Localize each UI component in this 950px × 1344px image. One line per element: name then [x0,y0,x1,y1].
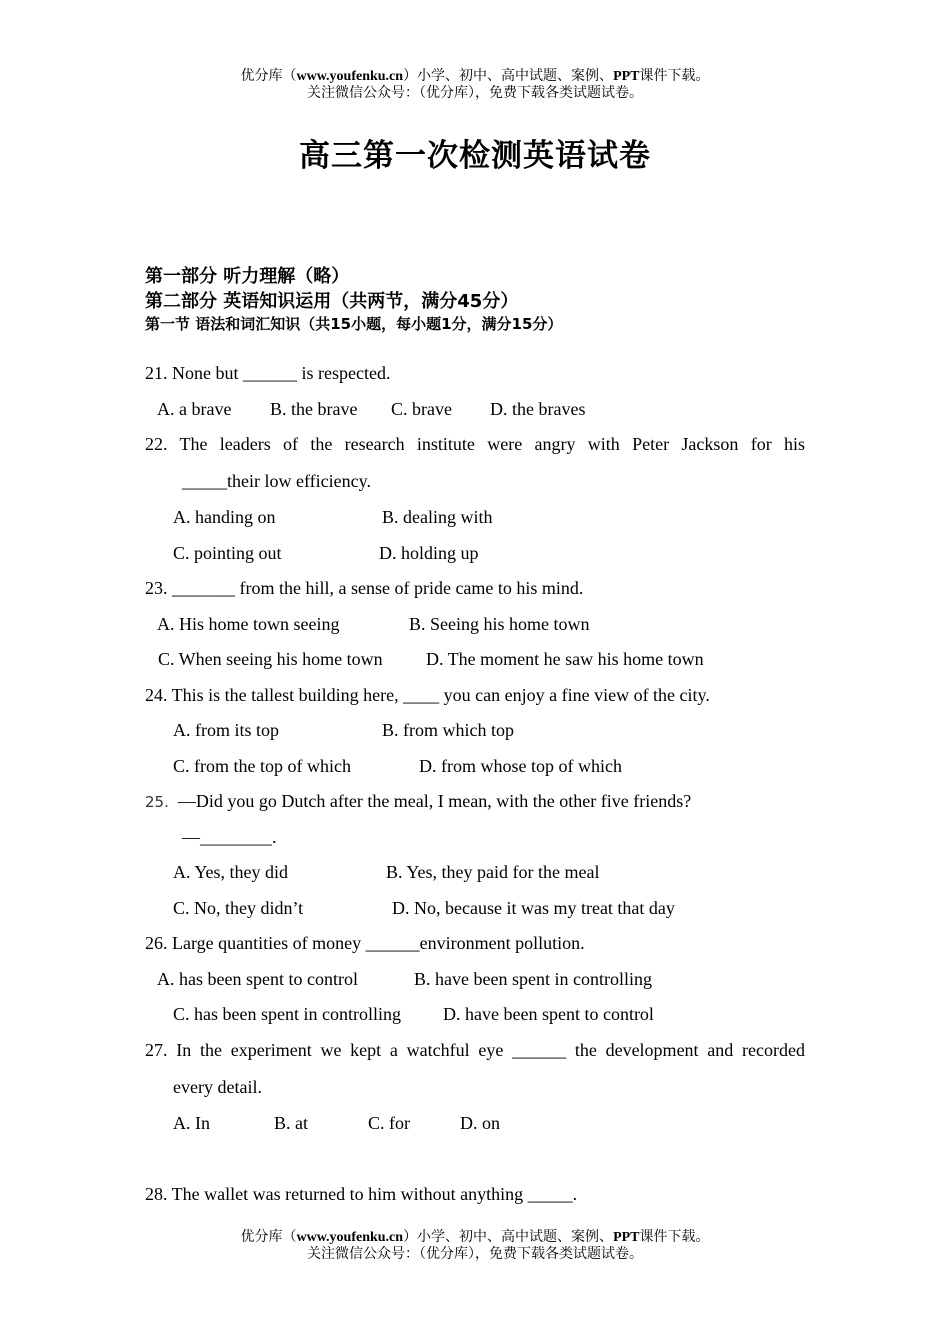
question-25-option-a[interactable]: A. Yes, they did [173,862,289,882]
question-23-option-a[interactable]: A. His home town seeing [157,614,340,634]
question-25-stem-line-1 [145,790,691,813]
question-21-option-c[interactable]: C. brave [391,399,452,419]
section-1-heading: 第一节 语法和词汇知识（共15小题，每小题1分，满分15分） [145,315,563,333]
question-27-stem-line-2: every detail. [173,1077,262,1097]
header-text: 优分库（ [240,69,297,84]
question-24-option-c[interactable]: C. from the top of which [173,756,351,776]
question-25-stem-line-2: —________. [182,827,277,847]
question-27-option-d[interactable]: D. on [460,1113,500,1133]
question-22-option-d[interactable]: D. holding up [379,543,479,563]
question-22-option-b[interactable]: B. dealing with [382,507,493,527]
question-22-option-c[interactable]: C. pointing out [173,543,282,563]
footer-text: 课件下载。 [639,1230,710,1245]
question-25-option-b[interactable]: B. Yes, they paid for the meal [386,862,600,882]
header-site-link[interactable]: www.youfenku.cn [296,69,404,84]
question-21-option-b[interactable]: B. the brave [270,399,358,419]
question-24-option-d[interactable]: D. from whose top of which [419,756,622,776]
header-ppt: PPT [613,69,640,84]
footer-line-2: 关注微信公众号：（优分库），免费下载各类试题试卷。 [307,1247,643,1262]
footer-site-link[interactable]: www.youfenku.cn [296,1230,404,1245]
section-part-1: 第一部分 听力理解（略） [145,266,350,287]
footer-ppt: PPT [613,1230,640,1245]
footer-text: ）小学、初中、高中试题、案例、 [403,1230,614,1245]
header-line-2: 关注微信公众号：（优分库），免费下载各类试题试卷。 [307,86,643,101]
question-26-option-d[interactable]: D. have been spent to control [443,1004,654,1024]
header-text: ）小学、初中、高中试题、案例、 [403,69,614,84]
footer-text: 优分库（ [240,1230,297,1245]
question-21-option-d[interactable]: D. the braves [490,399,586,419]
question-24-option-b[interactable]: B. from which top [382,720,514,740]
question-22-stem-line-2: _____their low efficiency. [182,471,371,491]
question-28-stem: 28. The wallet was returned to him without anything _____. [145,1184,578,1204]
question-27-option-a[interactable]: A. In [173,1113,210,1133]
question-23-option-b[interactable]: B. Seeing his home town [409,614,590,634]
section-part-2: 第二部分 英语知识运用（共两节，满分45分） [145,291,519,312]
question-25-stem-text: —Did you go Dutch after the meal, I mean, with the other five friends? [177,791,692,811]
page-footer [0,1229,950,1263]
question-27-option-c[interactable]: C. for [368,1113,410,1133]
question-23-option-c[interactable]: C. When seeing his home town [158,649,383,669]
question-22-stem-line-1: 22. The leaders of the research institute were angry with Peter Jackson for his [145,434,805,454]
question-24-option-a[interactable]: A. from its top [173,720,279,740]
page-title: 高三第一次检测英语试卷 [299,138,651,174]
question-25-option-d[interactable]: D. No, because it was my treat that day [392,898,675,918]
question-22-option-a[interactable]: A. handing on [173,507,276,527]
question-25-option-c[interactable]: C. No, they didn’t [173,898,304,918]
question-26-option-a[interactable]: A. has been spent to control [157,969,358,989]
question-23-option-d[interactable]: D. The moment he saw his home town [426,649,704,669]
header-line-1 [0,68,950,85]
question-26-option-c[interactable]: C. has been spent in controlling [173,1004,401,1024]
question-21-option-a[interactable]: A. a brave [157,399,232,419]
question-27-option-b[interactable]: B. at [274,1113,308,1133]
question-26-option-b[interactable]: B. have been spent in controlling [414,969,652,989]
question-24-stem: 24. This is the tallest building here, ____ you can enjoy a fine view of the city. [145,685,710,705]
footer-line-1 [0,1229,950,1246]
page-header [0,68,950,102]
header-text: 课件下载。 [639,69,710,84]
question-23-stem: 23. _______ from the hill, a sense of pride came to his mind. [145,578,584,598]
question-21-stem: 21. None but ______ is respected. [145,363,391,383]
question-25-number: 25. [145,793,169,811]
question-26-stem: 26. Large quantities of money ______environment pollution. [145,933,585,953]
question-27-stem-line-1: 27. In the experiment we kept a watchful eye ______ the development and recorded [145,1040,805,1060]
